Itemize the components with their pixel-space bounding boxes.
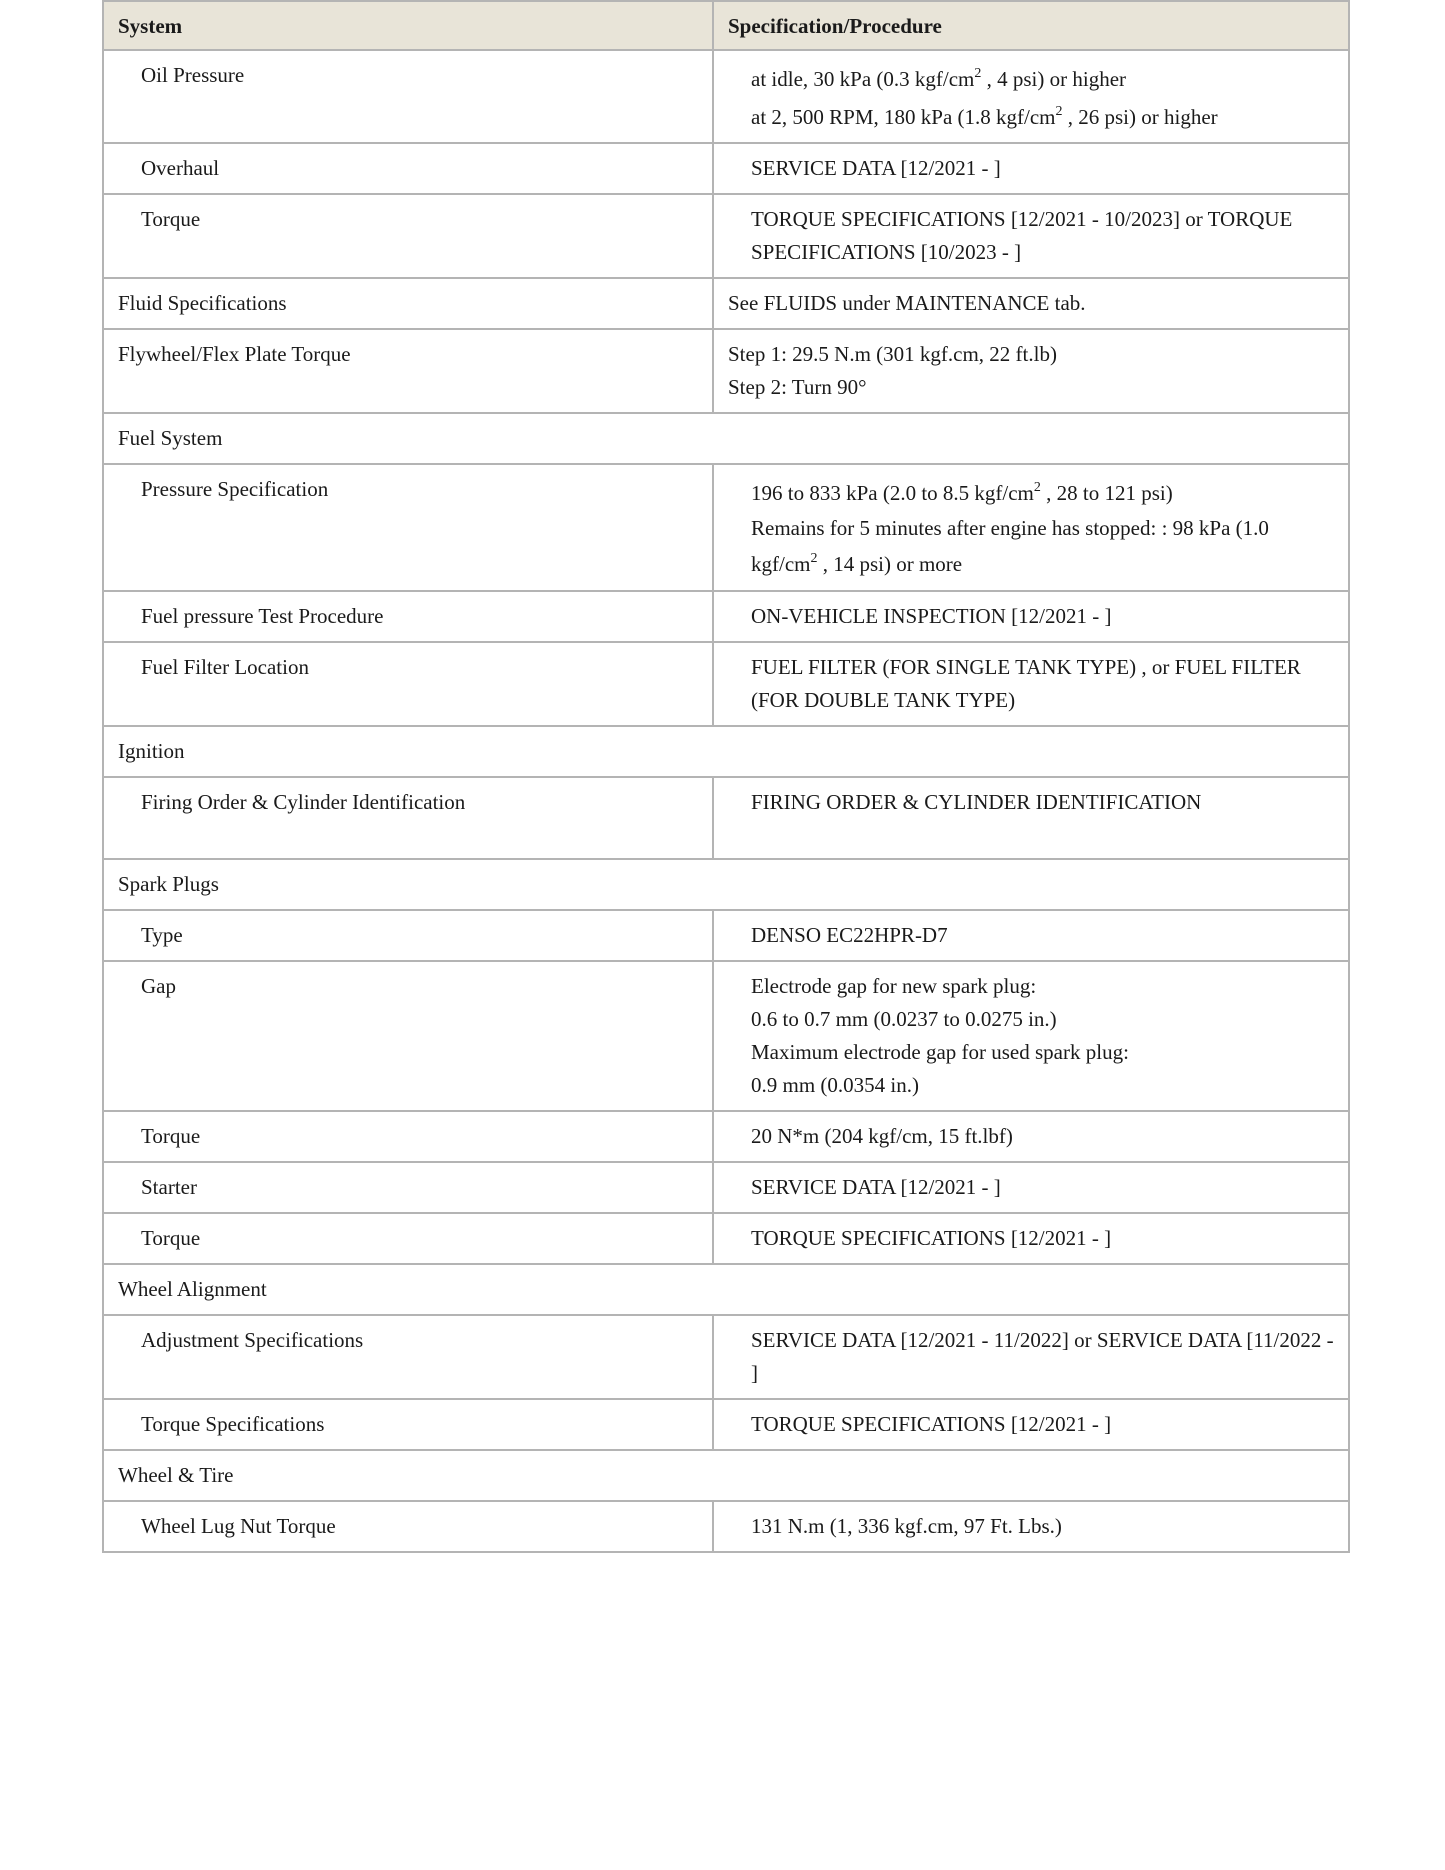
table-row xyxy=(103,50,1349,143)
spec-text: at 2, 500 RPM, 180 kPa (1.8 kgf/cm xyxy=(751,105,1056,129)
spec-line: 0.6 to 0.7 mm (0.0237 to 0.0275 in.) xyxy=(751,1007,1057,1031)
header-specification: Specification/Procedure xyxy=(713,1,1349,50)
table-row xyxy=(103,1399,1349,1450)
spec-line: Step 2: Turn 90° xyxy=(728,375,867,399)
section-heading: Wheel & Tire xyxy=(103,1450,1349,1501)
section-heading: Fuel System xyxy=(103,413,1349,464)
section-heading: Ignition xyxy=(103,726,1349,777)
row-label: Oil Pressure xyxy=(103,50,713,143)
row-spec xyxy=(713,961,1349,1111)
spec-text: , 4 psi) or higher xyxy=(981,67,1127,91)
spec-line: Step 1: 29.5 N.m (301 kgf.cm, 22 ft.lb) xyxy=(728,342,1057,366)
row-spec xyxy=(713,50,1349,143)
row-label: Wheel Lug Nut Torque xyxy=(103,1501,713,1552)
row-spec: TORQUE SPECIFICATIONS [12/2021 - ] xyxy=(713,1213,1349,1264)
section-heading: Spark Plugs xyxy=(103,859,1349,910)
row-label: Adjustment Specifications xyxy=(103,1315,713,1399)
section-row xyxy=(103,859,1349,910)
table-row xyxy=(103,1315,1349,1399)
table-row xyxy=(103,1162,1349,1213)
row-label: Torque xyxy=(103,194,713,278)
spec-line xyxy=(751,510,1334,582)
specification-table xyxy=(102,0,1350,1553)
row-label: Overhaul xyxy=(103,143,713,194)
table-row xyxy=(103,591,1349,642)
row-label: Torque xyxy=(103,1213,713,1264)
row-label: Starter xyxy=(103,1162,713,1213)
row-spec xyxy=(713,329,1349,413)
row-label: Torque Specifications xyxy=(103,1399,713,1450)
table-row xyxy=(103,777,1349,859)
table-row xyxy=(103,961,1349,1111)
row-label: Fuel Filter Location xyxy=(103,642,713,726)
row-spec: See FLUIDS under MAINTENANCE tab. xyxy=(713,278,1349,329)
row-label: Type xyxy=(103,910,713,961)
table-row xyxy=(103,1111,1349,1162)
section-heading: Wheel Alignment xyxy=(103,1264,1349,1315)
spec-line: Maximum electrode gap for used spark plug: xyxy=(751,1040,1129,1064)
superscript: 2 xyxy=(1033,480,1041,495)
table-row xyxy=(103,464,1349,591)
row-spec: FUEL FILTER (FOR SINGLE TANK TYPE) , or FUEL FILTER (FOR DOUBLE TANK TYPE) xyxy=(713,642,1349,726)
row-label: Torque xyxy=(103,1111,713,1162)
spec-text: 196 to 833 kPa (2.0 to 8.5 kgf/cm xyxy=(751,481,1034,505)
spec-text: Remains for 5 minutes after engine has stopped: : 98 kPa (1.0 kgf/cm xyxy=(751,516,1269,576)
section-row xyxy=(103,1264,1349,1315)
table-header-row xyxy=(103,1,1349,50)
row-spec: 131 N.m (1, 336 kgf.cm, 97 Ft. Lbs.) xyxy=(713,1501,1349,1552)
spec-line xyxy=(751,63,1334,96)
spec-line: Electrode gap for new spark plug: xyxy=(751,974,1037,998)
spec-text: , 28 to 121 psi) xyxy=(1040,481,1173,505)
spec-text: at idle, 30 kPa (0.3 kgf/cm xyxy=(751,67,975,91)
spec-text: , 14 psi) or more xyxy=(817,552,963,576)
row-spec: ON-VEHICLE INSPECTION [12/2021 - ] xyxy=(713,591,1349,642)
row-spec: FIRING ORDER & CYLINDER IDENTIFICATION xyxy=(713,777,1349,859)
row-spec: SERVICE DATA [12/2021 - ] xyxy=(713,1162,1349,1213)
table-row xyxy=(103,1213,1349,1264)
table-row xyxy=(103,329,1349,413)
table-row xyxy=(103,143,1349,194)
table-row xyxy=(103,278,1349,329)
table-row xyxy=(103,642,1349,726)
superscript: 2 xyxy=(974,66,982,81)
row-spec: TORQUE SPECIFICATIONS [12/2021 - 10/2023] or TORQUE SPECIFICATIONS [10/2023 - ] xyxy=(713,194,1349,278)
row-label: Fuel pressure Test Procedure xyxy=(103,591,713,642)
row-label: Gap xyxy=(103,961,713,1111)
superscript: 2 xyxy=(810,551,818,566)
table-row xyxy=(103,910,1349,961)
row-spec: 20 N*m (204 kgf/cm, 15 ft.lbf) xyxy=(713,1111,1349,1162)
row-label: Fluid Specifications xyxy=(103,278,713,329)
superscript: 2 xyxy=(1055,104,1063,119)
section-row xyxy=(103,1450,1349,1501)
table-row xyxy=(103,194,1349,278)
row-spec: SERVICE DATA [12/2021 - 11/2022] or SERVICE DATA [11/2022 - ] xyxy=(713,1315,1349,1399)
row-spec: DENSO EC22HPR-D7 xyxy=(713,910,1349,961)
spec-text: , 26 psi) or higher xyxy=(1062,105,1218,129)
spec-line xyxy=(751,101,1334,134)
spec-line: 0.9 mm (0.0354 in.) xyxy=(751,1073,919,1097)
table-row xyxy=(103,1501,1349,1552)
row-label: Firing Order & Cylinder Identification xyxy=(103,777,713,859)
header-system: System xyxy=(103,1,713,50)
section-row xyxy=(103,726,1349,777)
section-row xyxy=(103,413,1349,464)
row-spec xyxy=(713,464,1349,591)
row-spec: TORQUE SPECIFICATIONS [12/2021 - ] xyxy=(713,1399,1349,1450)
spec-line xyxy=(751,477,1334,510)
row-label: Flywheel/Flex Plate Torque xyxy=(103,329,713,413)
row-label: Pressure Specification xyxy=(103,464,713,591)
row-spec: SERVICE DATA [12/2021 - ] xyxy=(713,143,1349,194)
